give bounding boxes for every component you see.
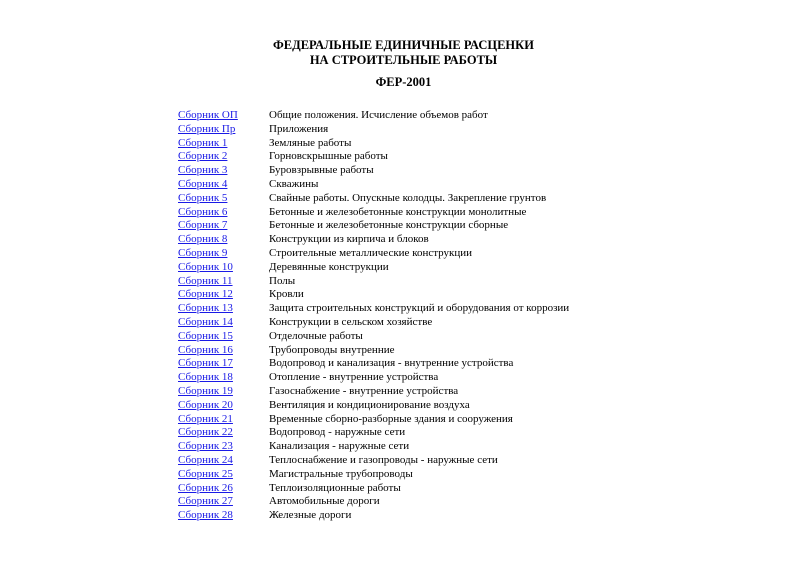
list-item	[178, 109, 778, 123]
collection-title: Магистральные трубопроводы	[269, 467, 413, 480]
collection-link[interactable]: Сборник 28	[178, 509, 233, 522]
collection-link[interactable]: Сборник 10	[178, 260, 233, 273]
collection-link[interactable]: Сборник 6	[178, 205, 228, 218]
list-item	[178, 288, 778, 302]
collection-title: Конструкции из кирпича и блоков	[269, 233, 429, 246]
collection-link[interactable]: Сборник 20	[178, 398, 233, 411]
list-item	[178, 482, 778, 496]
list-item	[178, 192, 778, 206]
collection-title: Полы	[269, 274, 296, 287]
list-item	[178, 123, 778, 137]
collection-link[interactable]: Сборник 12	[178, 288, 233, 301]
collection-link[interactable]: Сборник ОП	[178, 109, 238, 121]
collection-title: Земляные работы	[269, 136, 352, 149]
list-item	[178, 509, 778, 523]
collection-link[interactable]: Сборник 11	[178, 274, 233, 287]
collection-link[interactable]: Сборник 23	[178, 440, 233, 453]
collection-title: Защита строительных конструкций и оборудования от коррозии	[269, 302, 570, 315]
collection-title: Вентиляция и кондиционирование воздуха	[269, 398, 470, 411]
collection-link[interactable]: Сборник 16	[178, 343, 233, 356]
collection-link[interactable]: Сборник 24	[178, 453, 233, 466]
collection-title: Канализация - наружные сети	[269, 440, 410, 453]
collection-title: Теплоизоляционные работы	[269, 481, 401, 494]
collection-title: Трубопроводы внутренние	[269, 343, 395, 356]
list-item	[178, 275, 778, 289]
collection-link[interactable]: Сборник 22	[178, 426, 233, 439]
collection-title: Свайные работы. Опускные колодцы. Закрепление грунтов	[269, 191, 547, 204]
collection-title: Отопление - внутренние устройства	[269, 371, 439, 384]
collection-link[interactable]: Сборник 21	[178, 412, 233, 425]
list-item	[178, 233, 778, 247]
collection-link[interactable]: Сборник 15	[178, 329, 233, 342]
collection-link[interactable]: Сборник Пр	[178, 122, 236, 135]
list-item	[178, 219, 778, 233]
collection-title: Бетонные и железобетонные конструкции сборные	[269, 219, 509, 232]
list-item	[178, 468, 778, 482]
collection-link[interactable]: Сборник 5	[178, 191, 228, 204]
list-item	[178, 316, 778, 330]
collection-title: Железные дороги	[269, 509, 352, 522]
document-code: ФЕР-2001	[375, 75, 432, 89]
list-item	[178, 399, 778, 413]
collection-link[interactable]: Сборник 27	[178, 495, 233, 508]
list-item	[178, 164, 778, 178]
list-item	[178, 247, 778, 261]
list-item	[178, 261, 778, 275]
collection-title: Отделочные работы	[269, 329, 363, 342]
collection-title: Горновскрышные работы	[269, 150, 388, 163]
collection-link[interactable]: Сборник 9	[178, 246, 228, 259]
list-item	[178, 454, 778, 468]
collection-link[interactable]: Сборник 8	[178, 233, 228, 246]
list-item	[178, 371, 778, 385]
list-item	[178, 150, 778, 164]
collection-link[interactable]: Сборник 13	[178, 302, 233, 315]
list-item	[178, 137, 778, 151]
collection-link[interactable]: Сборник 14	[178, 315, 233, 328]
list-item	[178, 344, 778, 358]
collection-title: Строительные металлические конструкции	[269, 246, 473, 259]
collection-title: Конструкции в сельском хозяйстве	[269, 315, 433, 328]
collection-link[interactable]: Сборник 4	[178, 177, 228, 190]
list-item	[178, 178, 778, 192]
collection-link[interactable]: Сборник 26	[178, 481, 233, 494]
collection-title: Автомобильные дороги	[269, 495, 380, 508]
list-item	[178, 495, 778, 509]
collection-link[interactable]: Сборник 18	[178, 371, 233, 384]
document-title-line-2: НА СТРОИТЕЛЬНЫЕ РАБОТЫ	[309, 53, 498, 67]
collection-link[interactable]: Сборник 1	[178, 136, 228, 149]
collection-title: Кровли	[269, 288, 304, 301]
collection-title: Теплоснабжение и газопроводы - наружные сети	[269, 453, 498, 466]
collection-link[interactable]: Сборник 19	[178, 384, 233, 397]
list-item	[178, 330, 778, 344]
collection-link[interactable]: Сборник 25	[178, 467, 233, 480]
collection-title: Водопровод и канализация - внутренние устройства	[269, 357, 514, 370]
collection-link[interactable]: Сборник 17	[178, 357, 233, 370]
collection-title: Временные сборно-разборные здания и сооружения	[269, 412, 513, 425]
list-item	[178, 440, 778, 454]
list-item	[178, 413, 778, 427]
collection-title: Скважины	[269, 177, 319, 190]
list-item	[178, 426, 778, 440]
collection-title: Буровзрывные работы	[269, 164, 374, 177]
list-item	[178, 206, 778, 220]
list-item	[178, 302, 778, 316]
collection-list	[178, 109, 778, 523]
collection-title: Приложения	[269, 122, 329, 135]
collection-title: Общие положения. Исчисление объемов работ	[269, 109, 488, 121]
list-item	[178, 385, 778, 399]
document-title-line-1: ФЕДЕРАЛЬНЫЕ ЕДИНИЧНЫЕ РАСЦЕНКИ	[273, 38, 534, 52]
collection-link[interactable]: Сборник 7	[178, 219, 228, 232]
collection-title: Деревянные конструкции	[269, 260, 389, 273]
collection-link[interactable]: Сборник 2	[178, 150, 228, 163]
collection-link[interactable]: Сборник 3	[178, 164, 228, 177]
collection-title: Газоснабжение - внутренние устройства	[269, 384, 459, 397]
collection-title: Водопровод - наружные сети	[269, 426, 406, 439]
list-item	[178, 357, 778, 371]
collection-title: Бетонные и железобетонные конструкции монолитные	[269, 205, 527, 218]
